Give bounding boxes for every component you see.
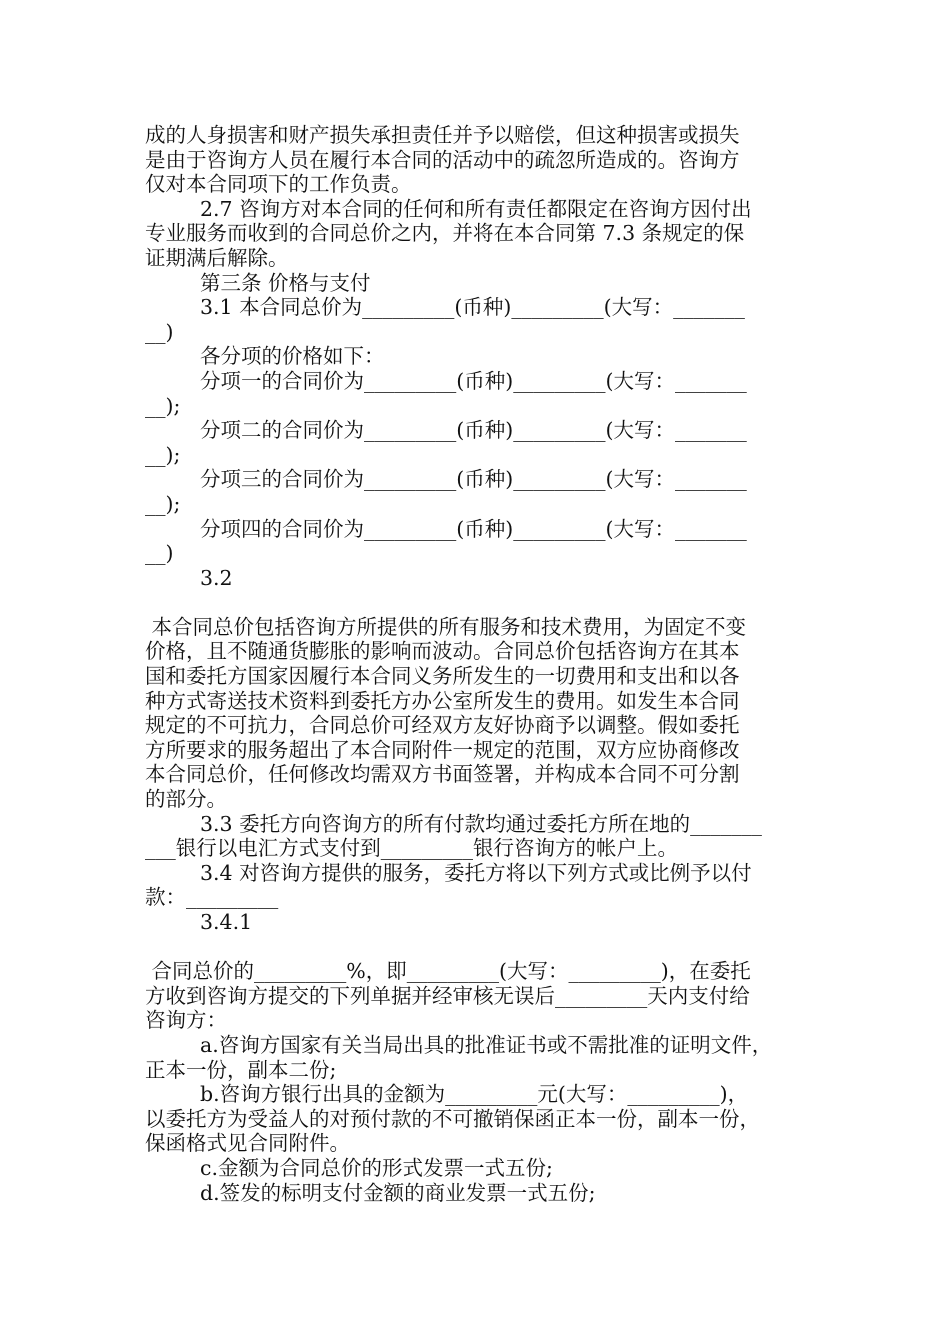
paragraph xyxy=(145,885,810,910)
paragraph xyxy=(145,812,810,837)
paragraph xyxy=(145,492,810,517)
paragraph xyxy=(145,221,810,270)
text-line: d.签发的标明支付金额的商业发票一式五份; xyxy=(200,1180,596,1205)
paragraph xyxy=(145,836,810,861)
text-line: 分项三的合同价为_________(币种)_________(大写：_______ xyxy=(200,467,747,492)
text-line: 3.2 xyxy=(200,565,233,590)
paragraph xyxy=(145,1107,810,1156)
text-line: c.金额为合同总价的形式发票一式五份; xyxy=(200,1155,553,1180)
text-line: 分项一的合同价为_________(币种)_________(大写：_______ xyxy=(200,368,747,393)
text-line: 证期满后解除。 xyxy=(145,245,289,270)
text-line: __); xyxy=(145,491,181,516)
text-line: 以委托方为受益人的对预付款的不可撤销保函正本一份，副本一份， xyxy=(145,1106,760,1131)
text-line: __) xyxy=(145,319,174,344)
paragraph xyxy=(145,1033,810,1058)
text-line: 正本一份，副本二份; xyxy=(145,1057,337,1082)
paragraph xyxy=(145,418,810,443)
paragraph xyxy=(145,467,810,492)
text-line: 仅对本合同项下的工作负责。 xyxy=(145,172,412,197)
text-line: 款：_________ xyxy=(145,885,279,910)
text-line: ___银行以电汇方式支付到_________银行咨询方的帐户上。 xyxy=(145,836,678,861)
paragraph xyxy=(145,271,810,320)
text-line: 方收到咨询方提交的下列单据并经审核无误后_________天内支付给 xyxy=(145,983,750,1008)
paragraph-gap xyxy=(145,935,810,960)
paragraph xyxy=(145,517,810,542)
text-line: 种方式寄送技术资料到委托方办公室所发生的费用。如发生本合同 xyxy=(145,688,740,713)
paragraph xyxy=(145,344,810,393)
text-line: 2.7 咨询方对本合同的任何和所有责任都限定在咨询方因付出 xyxy=(200,196,752,221)
text-line: 专业服务而收到的合同总价之内，并将在本合同第 7.3 条规定的保 xyxy=(145,221,745,246)
paragraph xyxy=(145,615,810,812)
paragraph xyxy=(145,861,810,886)
text-line: __) xyxy=(145,541,174,566)
paragraph xyxy=(145,1058,810,1083)
text-line: 成的人身损害和财产损失承担责任并予以赔偿，但这种损害或损失 xyxy=(145,123,740,147)
paragraph xyxy=(145,566,810,591)
text-line: 分项二的合同价为_________(币种)_________(大写：_______ xyxy=(200,418,747,443)
text-line: a.咨询方国家有关当局出具的批准证书或不需批准的证明文件， xyxy=(200,1032,773,1057)
text-line: __); xyxy=(145,442,181,467)
text-line: 第三条 价格与支付 xyxy=(200,270,371,295)
paragraph xyxy=(145,123,810,197)
text-line: 3.4 对咨询方提供的服务，委托方将以下列方式或比例予以付 xyxy=(200,860,752,885)
paragraph xyxy=(145,541,810,566)
paragraph xyxy=(145,443,810,468)
paragraph xyxy=(145,1156,810,1205)
paragraph xyxy=(145,910,810,935)
paragraph xyxy=(145,1082,810,1107)
text-line: 是由于咨询方人员在履行本合同的活动中的疏忽所造成的。咨询方 xyxy=(145,147,740,172)
text-line: 规定的不可抗力，合同总价可经双方友好协商予以调整。假如委托 xyxy=(145,713,740,738)
text-line: 3.1 本合同总价为_________(币种)_________(大写：_______ xyxy=(200,295,745,320)
document-page xyxy=(145,123,810,1205)
paragraph xyxy=(145,959,810,1033)
text-line: 价格，且不随通货膨胀的影响而波动。合同总价包括咨询方在其本 xyxy=(145,639,740,664)
text-line: 保函格式见合同附件。 xyxy=(145,1131,350,1156)
paragraph xyxy=(145,197,810,222)
text-line: 国和委托方国家因履行本合同义务所发生的一切费用和支出和以各 xyxy=(145,664,740,689)
text-line: 咨询方： xyxy=(145,1008,227,1033)
paragraph-gap xyxy=(145,590,810,615)
text-line: 合同总价的_________%，即_________(大写：_________)，在委托 xyxy=(145,959,751,984)
text-line: 的部分。 xyxy=(145,787,227,812)
text-line: 分项四的合同价为_________(币种)_________(大写：_______ xyxy=(200,516,747,541)
text-line: 3.3 委托方向咨询方的所有付款均通过委托方所在地的_______ xyxy=(200,811,762,836)
paragraph xyxy=(145,320,810,345)
text-line: __); xyxy=(145,393,181,418)
text-line: 方所要求的服务超出了本合同附件一规定的范围，双方应协商修改 xyxy=(145,737,740,762)
text-line: 3.4.1 xyxy=(200,910,253,934)
paragraph xyxy=(145,394,810,419)
text-line: b.咨询方银行出具的金额为_________元(大写：_________)， xyxy=(200,1082,749,1107)
text-line: 本合同总价包括咨询方所提供的所有服务和技术费用，为固定不变 xyxy=(145,614,747,639)
text-line: 各分项的价格如下： xyxy=(200,344,385,369)
text-line: 本合同总价，任何修改均需双方书面签署，并构成本合同不可分割 xyxy=(145,762,740,787)
